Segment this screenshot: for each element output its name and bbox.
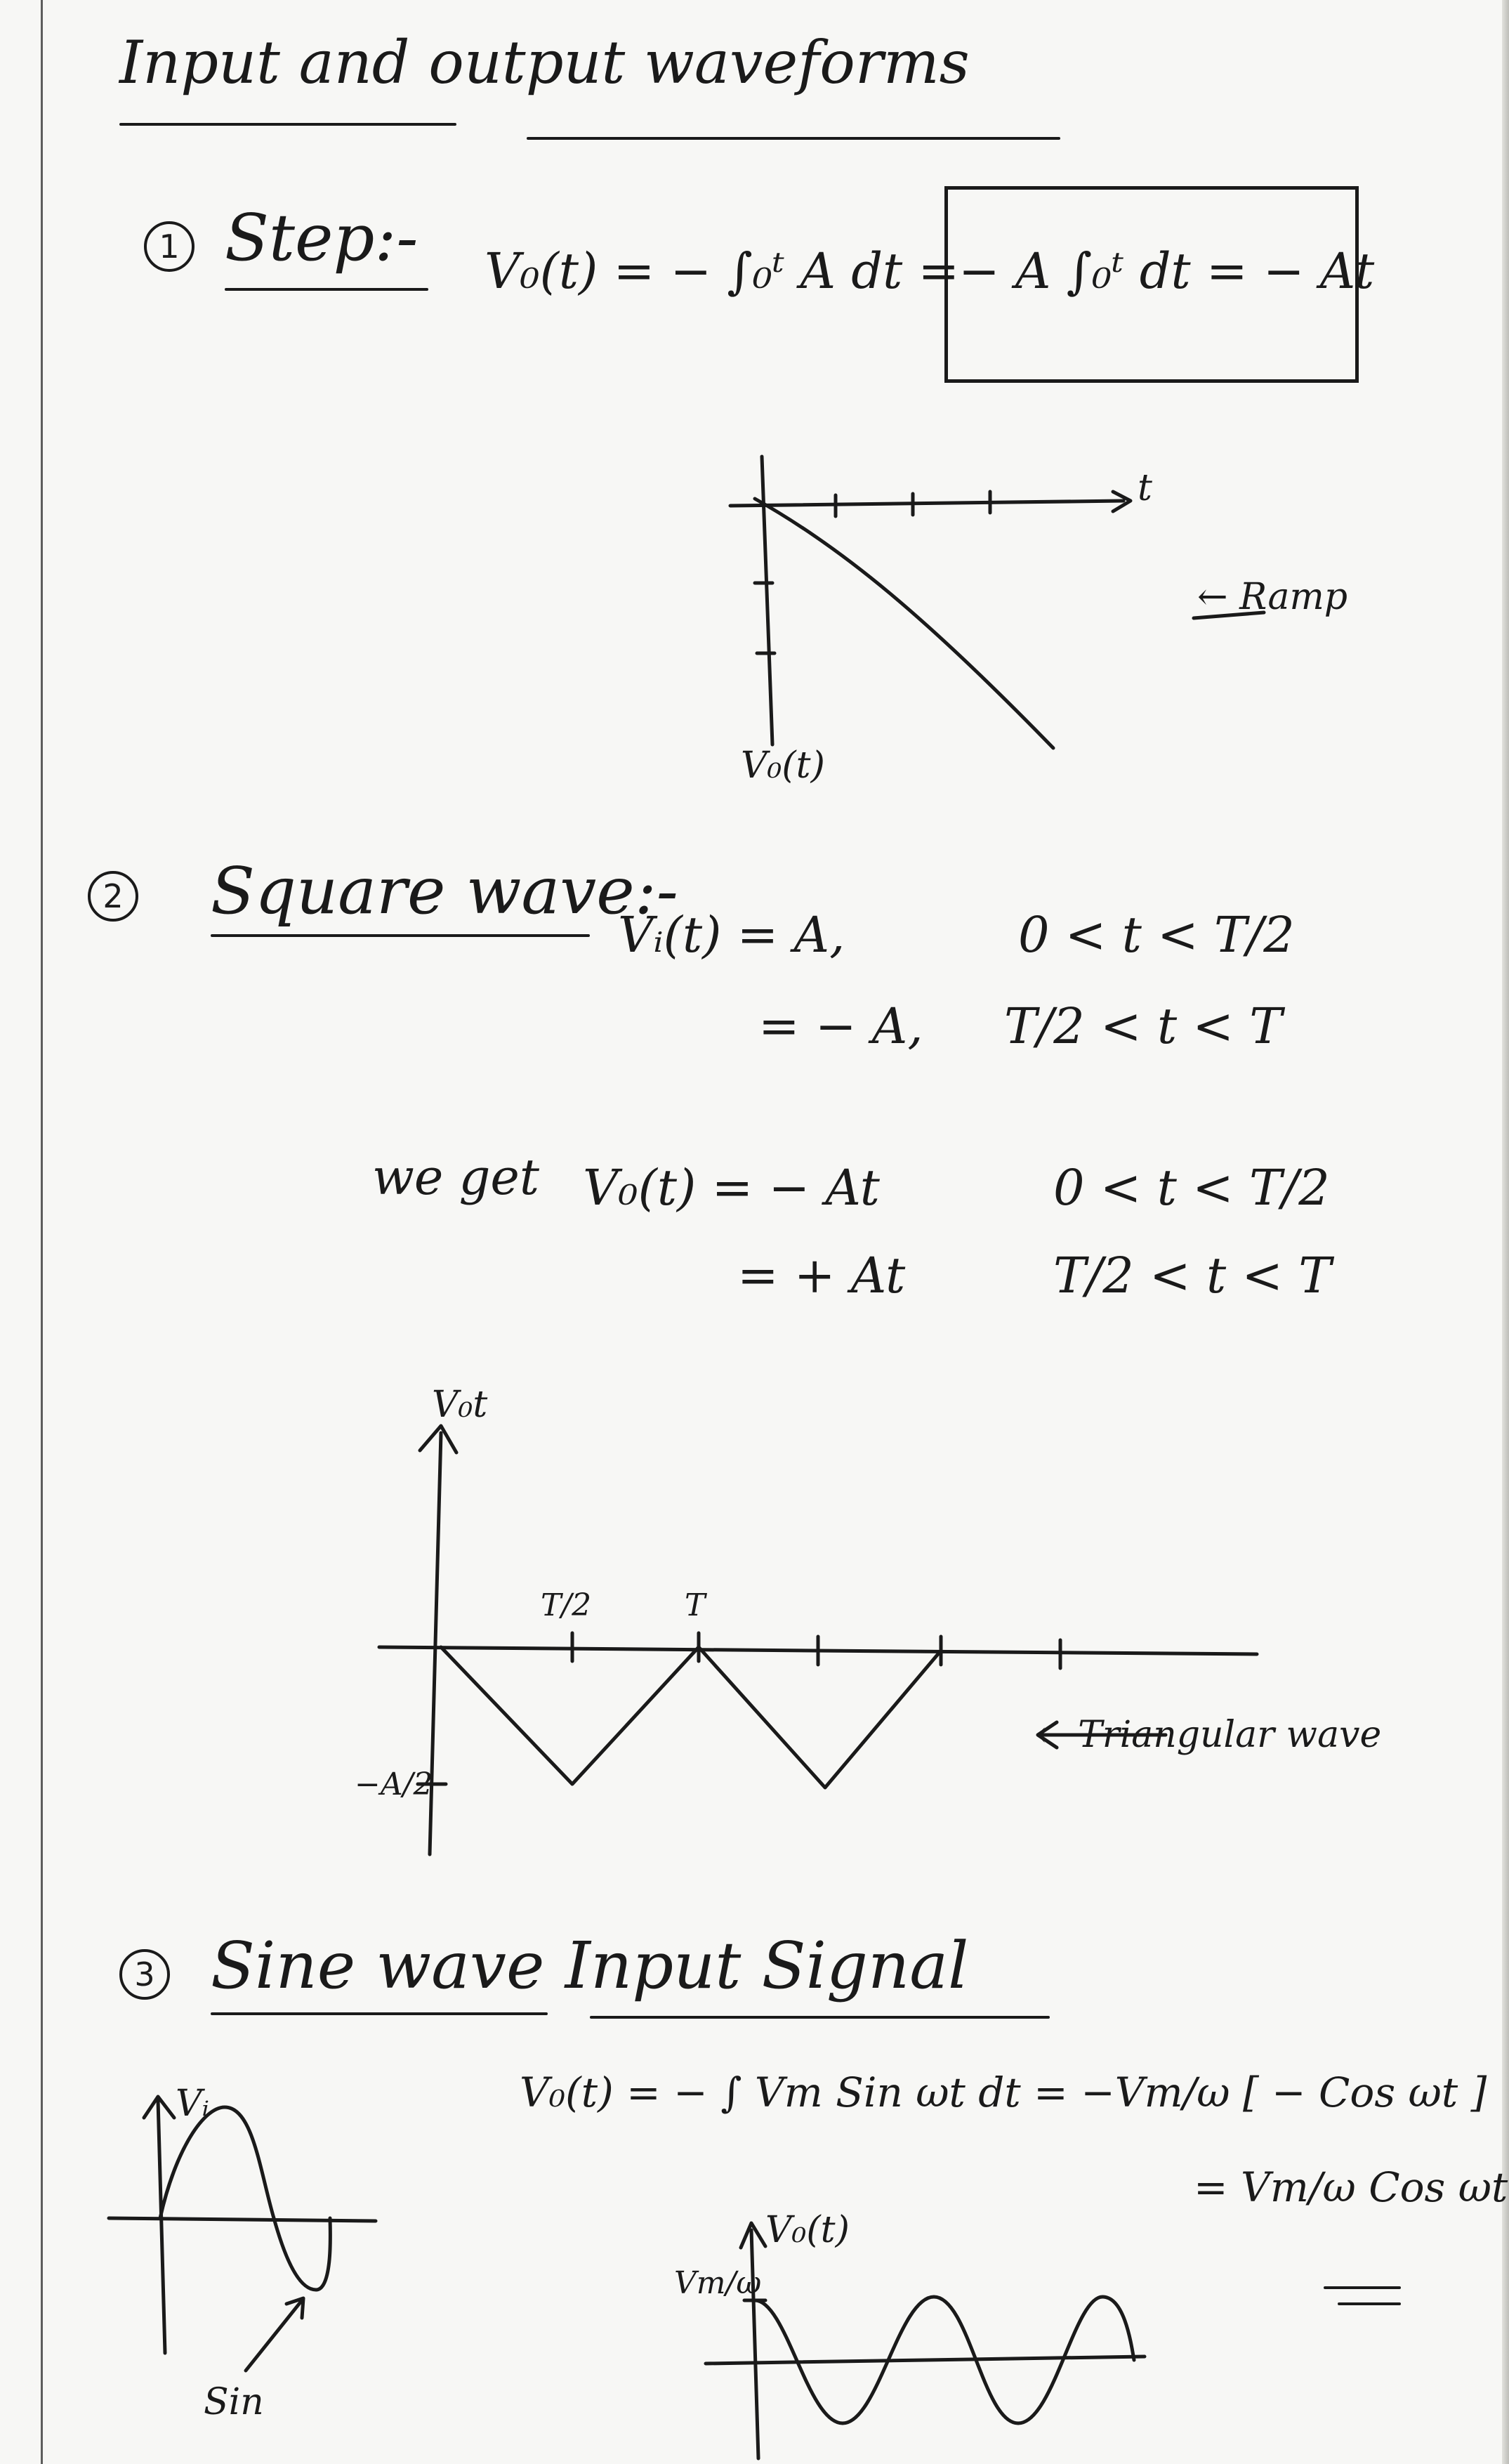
section3-equation-line2: = Vm/ω Cos ωt (1194, 2163, 1508, 2211)
sine-output-amplitude-label: Vm/ω (674, 2265, 762, 2301)
ramp-annotation: ← Ramp (1197, 576, 1348, 618)
section1-equation-lhs: V₀(t) = − ∫₀ᵗ A dt = (485, 242, 960, 300)
section1-heading: Step:- (225, 200, 419, 275)
section1-equation-box: − A ∫₀ᵗ dt = − At (958, 242, 1375, 300)
section3-number: 3 (119, 1949, 170, 2000)
sine-input-axis-label: Vᵢ (176, 2083, 210, 2125)
cos-x-axis (706, 2357, 1145, 2364)
ramp-line (755, 499, 1053, 748)
sine-input-label: Sin (204, 2381, 264, 2423)
sine-output-axis-label: V₀(t) (765, 2209, 850, 2251)
section2-input-line2: = − A, (758, 997, 923, 1055)
sine-in-y-axis (158, 2100, 165, 2353)
sin-pointer (246, 2300, 302, 2371)
triangular-wave (441, 1647, 941, 1788)
tick-label-period: T (685, 1587, 706, 1623)
ramp-graph (730, 457, 1131, 748)
ramp-pointer (1194, 612, 1264, 618)
triangular-annotation: ← Triangular wave (1036, 1714, 1382, 1756)
section3-equation-line1: V₀(t) = − ∫ Vm Sin ωt dt = −Vm/ω [ − Cos ωt ] (520, 2069, 1487, 2116)
tick-label-half-period: T/2 (541, 1587, 592, 1623)
section2-input-line1: Vᵢ(t) = A, (618, 906, 845, 964)
section2-output-line1: V₀(t) = − At (583, 1159, 880, 1217)
section2-output-cond1: 0 < t < T/2 (1053, 1159, 1330, 1217)
sine-input-wave (160, 2107, 330, 2290)
section2-input-cond1: 0 < t < T/2 (1018, 906, 1295, 964)
section2-number: 2 (88, 871, 138, 922)
sine-output-graph (706, 2223, 1145, 2458)
section2-heading: Square wave:- (211, 853, 678, 929)
tri-y-axis (430, 1433, 441, 1854)
tri-y-arrow (420, 1426, 456, 1453)
section2-output-line2: = + At (737, 1247, 906, 1304)
section2-output-cond2: T/2 < t < T (1053, 1247, 1331, 1304)
section2-axis-v: V₀t (432, 1384, 488, 1426)
section1-axis-v: V₀(t) (741, 745, 825, 787)
cos-y-axis (751, 2230, 758, 2458)
page-title: Input and output waveforms (119, 28, 970, 97)
section1-axis-t: t (1138, 467, 1152, 509)
we-get-label: we get (372, 1148, 539, 1206)
section2-y-label: −A/2 (355, 1767, 433, 1802)
section3-heading: Sine wave Input Signal (211, 1928, 969, 2003)
section1-number: 1 (144, 221, 195, 272)
triangular-graph (379, 1426, 1257, 1854)
sine-input-graph (109, 2097, 376, 2371)
ramp-x-axis (730, 501, 1123, 506)
ramp-y-axis (762, 457, 772, 745)
sine-in-x-axis (109, 2218, 376, 2221)
section2-input-cond2: T/2 < t < T (1004, 997, 1282, 1055)
